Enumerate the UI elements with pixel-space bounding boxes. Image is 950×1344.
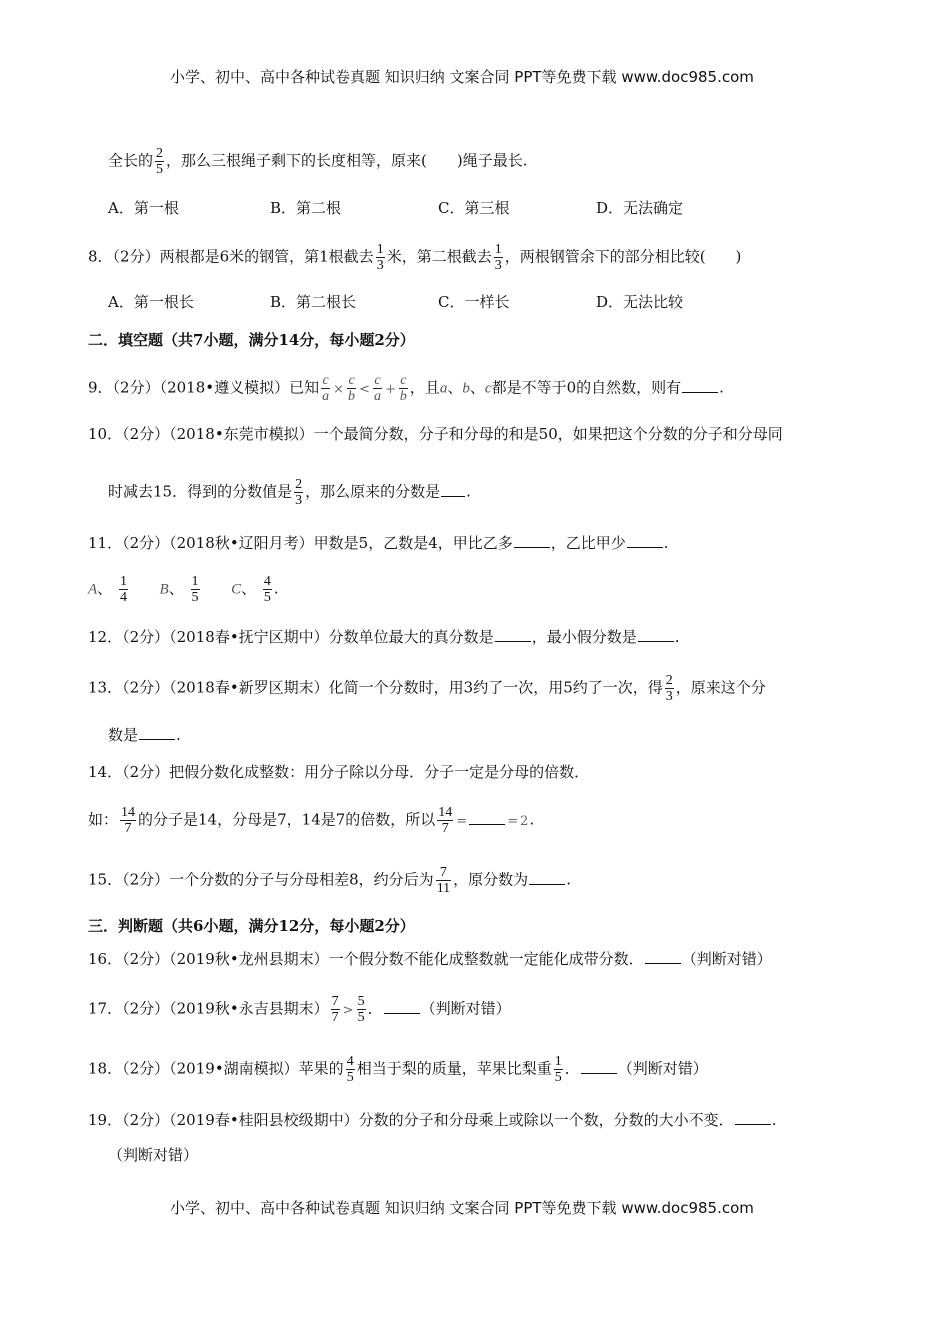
q11-stem: 11．（2分）（2018秋•辽阳月考）甲数是5，乙数是4，甲比乙多 ，乙比甲少 . xyxy=(88,534,669,552)
page-footer: 小学、初中、高中各种试卷真题 知识归纳 文案合同 PPT等免费下载 www.doc985.com xyxy=(170,1199,754,1217)
q8-option-b[interactable]: B．第二根长 xyxy=(270,293,357,311)
q11-options: A、 $\frac{1}{4}$ B、 $\frac{1}{5}$ C、 $\frac{4}{5}$ . xyxy=(88,574,279,605)
fraction: $\frac{4}{5}$ xyxy=(263,574,271,605)
answer-blank[interactable] xyxy=(441,482,465,497)
q8-option-a[interactable]: A．第一根长 xyxy=(108,293,194,311)
answer-blank[interactable] xyxy=(529,870,565,885)
fraction: $\frac{1}{3}$ xyxy=(494,242,502,273)
page-header: 小学、初中、高中各种试卷真题 知识归纳 文案合同 PPT等免费下载 www.doc985.com xyxy=(170,68,754,86)
q7-option-c[interactable]: C．第三根 xyxy=(438,199,510,217)
q10-stem-line2: 时减去15．得到的分数值是 $\frac{2}{3}$ ，那么原来的分数是 . xyxy=(108,477,471,508)
answer-blank[interactable] xyxy=(469,810,505,825)
fraction: $\frac{c}{a}$ xyxy=(322,373,330,404)
q7-option-a[interactable]: A．第一根 xyxy=(108,199,179,217)
q14-example: 如： $\frac{14}{7}$ 的分子是14，分母是7，14是7的倍数，所以 $\frac{14}{7}$ = = 2. xyxy=(88,805,535,836)
fraction: $\frac{4}{5}$ xyxy=(346,1054,354,1085)
answer-blank[interactable] xyxy=(495,627,531,642)
answer-blank[interactable] xyxy=(735,1110,771,1125)
section-title-true-false: 三．判断题（共6小题，满分12分，每小题2分） xyxy=(88,917,415,935)
answer-blank[interactable] xyxy=(581,1059,617,1074)
answer-blank[interactable] xyxy=(645,949,681,964)
q19-judge: （判断对错） xyxy=(108,1146,199,1164)
q10-stem-line1: 10．（2分）（2018•东莞市模拟）一个最简分数，分子和分母的和是50，如果把这个分数的分子和分母同 xyxy=(88,425,783,443)
q7-option-b[interactable]: B．第二根 xyxy=(270,199,342,217)
section-title-fill-blank: 二．填空题（共7小题，满分14分，每小题2分） xyxy=(88,331,415,349)
q18-stem: 18．（2分）（2019•湖南模拟）苹果的 $\frac{4}{5}$ 相当于梨的质量，苹果比梨重 $\frac{1}{5}$ ． （判断对错） xyxy=(88,1054,708,1085)
fraction: $\frac{5}{5}$ xyxy=(357,994,365,1025)
fraction: $\frac{c}{b}$ xyxy=(399,373,407,404)
answer-blank[interactable] xyxy=(682,378,718,393)
q13-stem-line2: 数是 . xyxy=(108,726,181,744)
q15-stem: 15．（2分）一个分数的分子与分母相差8，约分后为 $\frac{7}{11}$ ，原分数为 . xyxy=(88,865,571,896)
fraction: $\frac{1}{3}$ xyxy=(376,242,384,273)
fraction: $\frac{14}{7}$ xyxy=(121,805,136,836)
q12-stem: 12．（2分）（2018春•抚宁区期中）分数单位最大的真分数是 ，最小假分数是 . xyxy=(88,628,680,646)
fraction: $\frac{14}{7}$ xyxy=(438,805,453,836)
q7-option-d[interactable]: D．无法确定 xyxy=(596,199,684,217)
fraction: $\frac{1}{4}$ xyxy=(119,574,127,605)
q14-stem: 14．（2分）把假分数化成整数：用分子除以分母．分子一定是分母的倍数． xyxy=(88,763,590,781)
fraction: $\frac{1}{5}$ xyxy=(554,1054,562,1085)
fraction: $\frac{2}{3}$ xyxy=(295,477,303,508)
answer-blank[interactable] xyxy=(514,533,550,548)
q13-stem-line1: 13．（2分）（2018春•新罗区期末）化简一个分数时，用3约了一次，用5约了一次，得 $\frac{2}{3}$ ，原来这个分 xyxy=(88,673,766,704)
answer-blank[interactable] xyxy=(638,627,674,642)
q7-stem: 全长的 $\frac{2}{5}$ ，那么三根绳子剩下的长度相等，原来( )绳子最长. xyxy=(108,146,528,177)
fraction: $\frac{2}{3}$ xyxy=(665,673,673,704)
fraction: $\frac{2}{5}$ xyxy=(156,146,164,177)
fraction: $\frac{7}{11}$ xyxy=(436,865,451,896)
answer-blank[interactable] xyxy=(139,725,175,740)
fraction: $\frac{c}{b}$ xyxy=(348,373,356,404)
answer-blank[interactable] xyxy=(627,533,663,548)
fraction: $\frac{7}{7}$ xyxy=(331,994,339,1025)
q8-stem: 8．（2分）两根都是6米的钢管，第1根截去 $\frac{1}{3}$ 米，第二根截去 $\frac{1}{3}$ ，两根钢管余下的部分相比较( ) xyxy=(88,242,742,273)
q19-stem: 19．（2分）（2019春•桂阳县校级期中）分数的分子和分母乘上或除以一个数，分数的大小不变． . xyxy=(88,1111,777,1129)
q8-option-d[interactable]: D．无法比较 xyxy=(596,293,684,311)
answer-blank[interactable] xyxy=(384,999,420,1014)
fraction: $\frac{c}{a}$ xyxy=(373,373,381,404)
q9-stem: 9．（2分）（2018•遵义模拟）已知 $\frac{c}{a}$ × $\frac{c}{b}$ < $\frac{c}{a}$ + $\frac{c}{b}$ ，且a、b、c都是不等于0的自然数，则有 . xyxy=(88,373,724,404)
q16-stem: 16．（2分）（2019秋•龙州县期末）一个假分数不能化成整数就一定能化成带分数． （判断对错） xyxy=(88,950,772,968)
fraction: $\frac{1}{5}$ xyxy=(191,574,199,605)
q17-stem: 17．（2分）（2019秋•永吉县期末） $\frac{7}{7}$ > $\frac{5}{5}$ ． （判断对错） xyxy=(88,994,511,1025)
q8-option-c[interactable]: C．一样长 xyxy=(438,293,510,311)
